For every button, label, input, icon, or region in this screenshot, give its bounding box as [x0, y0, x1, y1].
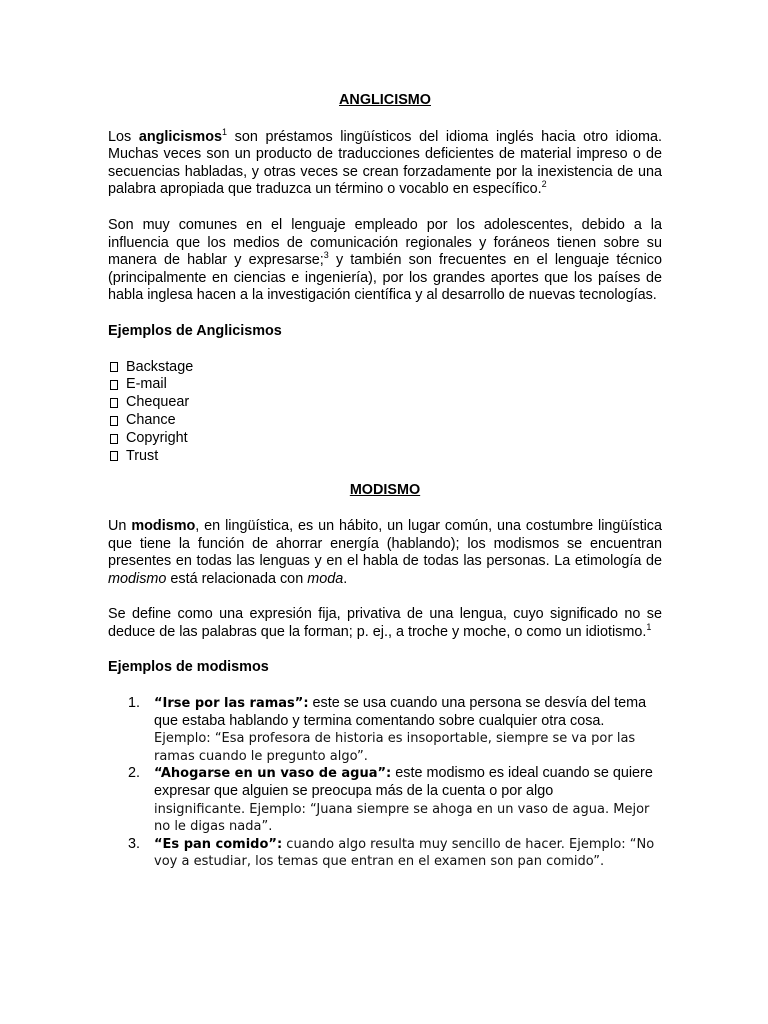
list-number: 2.: [128, 765, 141, 782]
list-item-label: Trust: [126, 447, 159, 464]
modismo-p1-pre: Un: [108, 517, 132, 534]
modismo-p1-text2: está relacionada con: [166, 570, 308, 587]
footnote-ref-1: 1: [222, 126, 228, 137]
anglicismo-p2-text1: Son muy comunes en el lenguaje empleado por los adolescentes, debido a la influencia que los medios de comunicación regionales y foráneos tienen sobre su manera de hablar y expresarse;: [108, 216, 662, 269]
anglicismo-examples-list: [108, 359, 662, 466]
list-item: [108, 359, 662, 377]
bullet-box-icon: [110, 380, 118, 390]
anglicismo-examples-heading: Ejemplos de Anglicismos: [108, 322, 282, 339]
list-item-body: [154, 836, 662, 871]
list-item: [108, 836, 662, 871]
list-item: [108, 695, 662, 765]
footnote-ref-1b: 1: [646, 622, 652, 633]
modismo-p1-text3: .: [343, 570, 348, 587]
idiom-phrase: “Es pan comido”:: [154, 836, 283, 852]
idiom-example: Ejemplo: “Esa profesora de historia es insoportable, siempre se va por las ramas cuando le pregunto algo”.: [154, 731, 636, 764]
modismo-examples-list: [108, 695, 662, 871]
list-item: [108, 376, 662, 394]
bullet-box-icon: [110, 398, 118, 408]
modismo-title: MODISMO: [349, 482, 421, 499]
list-item: [108, 394, 662, 412]
anglicismo-term: anglicismos: [138, 128, 223, 145]
moda-italic-term: moda: [307, 570, 344, 587]
idiom-description: cuando algo resulta muy sencillo de hacer.: [282, 836, 565, 852]
footnote-ref-3: 3: [323, 250, 329, 261]
list-item: [108, 412, 662, 430]
modismo-italic-term: modismo: [108, 570, 167, 587]
list-item-label: E-mail: [126, 376, 167, 393]
anglicismo-p1-text: son préstamos lingüísticos del idioma inglés hacia otro idioma. Muchas veces son un producto de traducciones deficientes de material impreso o de secuencias habladas, y otras veces se crean forzadamente por la inexistencia de una palabra apropiada que traduzca un término o vocablo en específico.: [108, 128, 662, 198]
idiom-phrase: “Ahogarse en un vaso de agua”:: [154, 766, 392, 782]
list-item-label: Backstage: [126, 358, 194, 375]
modismo-p2-text: Se define como una expresión fija, privativa de una lengua, cuyo significado no se deduce de las palabras que la forman; p. ej., a troche y moche, o como un idiotismo.: [108, 606, 662, 640]
list-item-label: Chequear: [126, 394, 190, 411]
bullet-box-icon: [110, 434, 118, 444]
modismo-paragraph-2: [108, 606, 662, 641]
list-item-label: Chance: [126, 412, 176, 429]
anglicismo-p1-pre: Los: [108, 128, 139, 145]
list-item-body: [154, 765, 662, 835]
idiom-description: este modismo es ideal cuando se quiere expresar que alguien se preocupa más de la cuenta o por algo: [154, 765, 653, 800]
idiom-example: insignificante. Ejemplo: “Juana siempre se ahoga en un vaso de agua. Mejor no le digas nada”.: [154, 801, 650, 835]
modismo-term: modismo: [131, 517, 196, 534]
list-item-body: [154, 695, 662, 765]
list-item: [108, 448, 662, 466]
modismo-paragraph-1: [108, 518, 662, 588]
idiom-phrase: “Irse por las ramas”:: [154, 696, 309, 712]
modismo-examples-heading: Ejemplos de modismos: [108, 659, 269, 676]
footnote-ref-2: 2: [541, 179, 547, 190]
list-item: [108, 430, 662, 448]
list-number: 3.: [128, 835, 141, 852]
bullet-box-icon: [110, 451, 118, 461]
idiom-example: Ejemplo: “No voy a estudiar, los temas que entran en el examen son pan comido”.: [154, 836, 655, 870]
anglicismo-paragraph-1: [108, 126, 662, 199]
anglicismo-p2-text2: y también son frecuentes en el lenguaje técnico (principalmente en ciencias e ingeniería), por los grandes aportes que los países de habla inglesa hacen a la investigación científica y al desarrollo de nuevas tecnologías.: [108, 252, 662, 304]
modismo-p1-text1: , en lingüística, es un hábito, un lugar común, una costumbre lingüística que tiene la función de ahorrar energía (hablando); los modismos se encuentran presentes en todas las lenguas y en el habla de todas las personas. La etimología de: [108, 517, 662, 570]
list-number: 1.: [128, 695, 141, 712]
bullet-box-icon: [110, 416, 118, 426]
bullet-box-icon: [110, 362, 118, 372]
anglicismo-paragraph-2: [108, 217, 662, 305]
list-item: [108, 765, 662, 835]
document-page: [108, 92, 662, 871]
idiom-description: este se usa cuando una persona se desvía del tema que estaba hablando y termina comentando sobre cualquier otra cosa.: [154, 695, 647, 729]
anglicismo-title: ANGLICISMO: [339, 92, 431, 108]
list-item-label: Copyright: [126, 429, 188, 446]
